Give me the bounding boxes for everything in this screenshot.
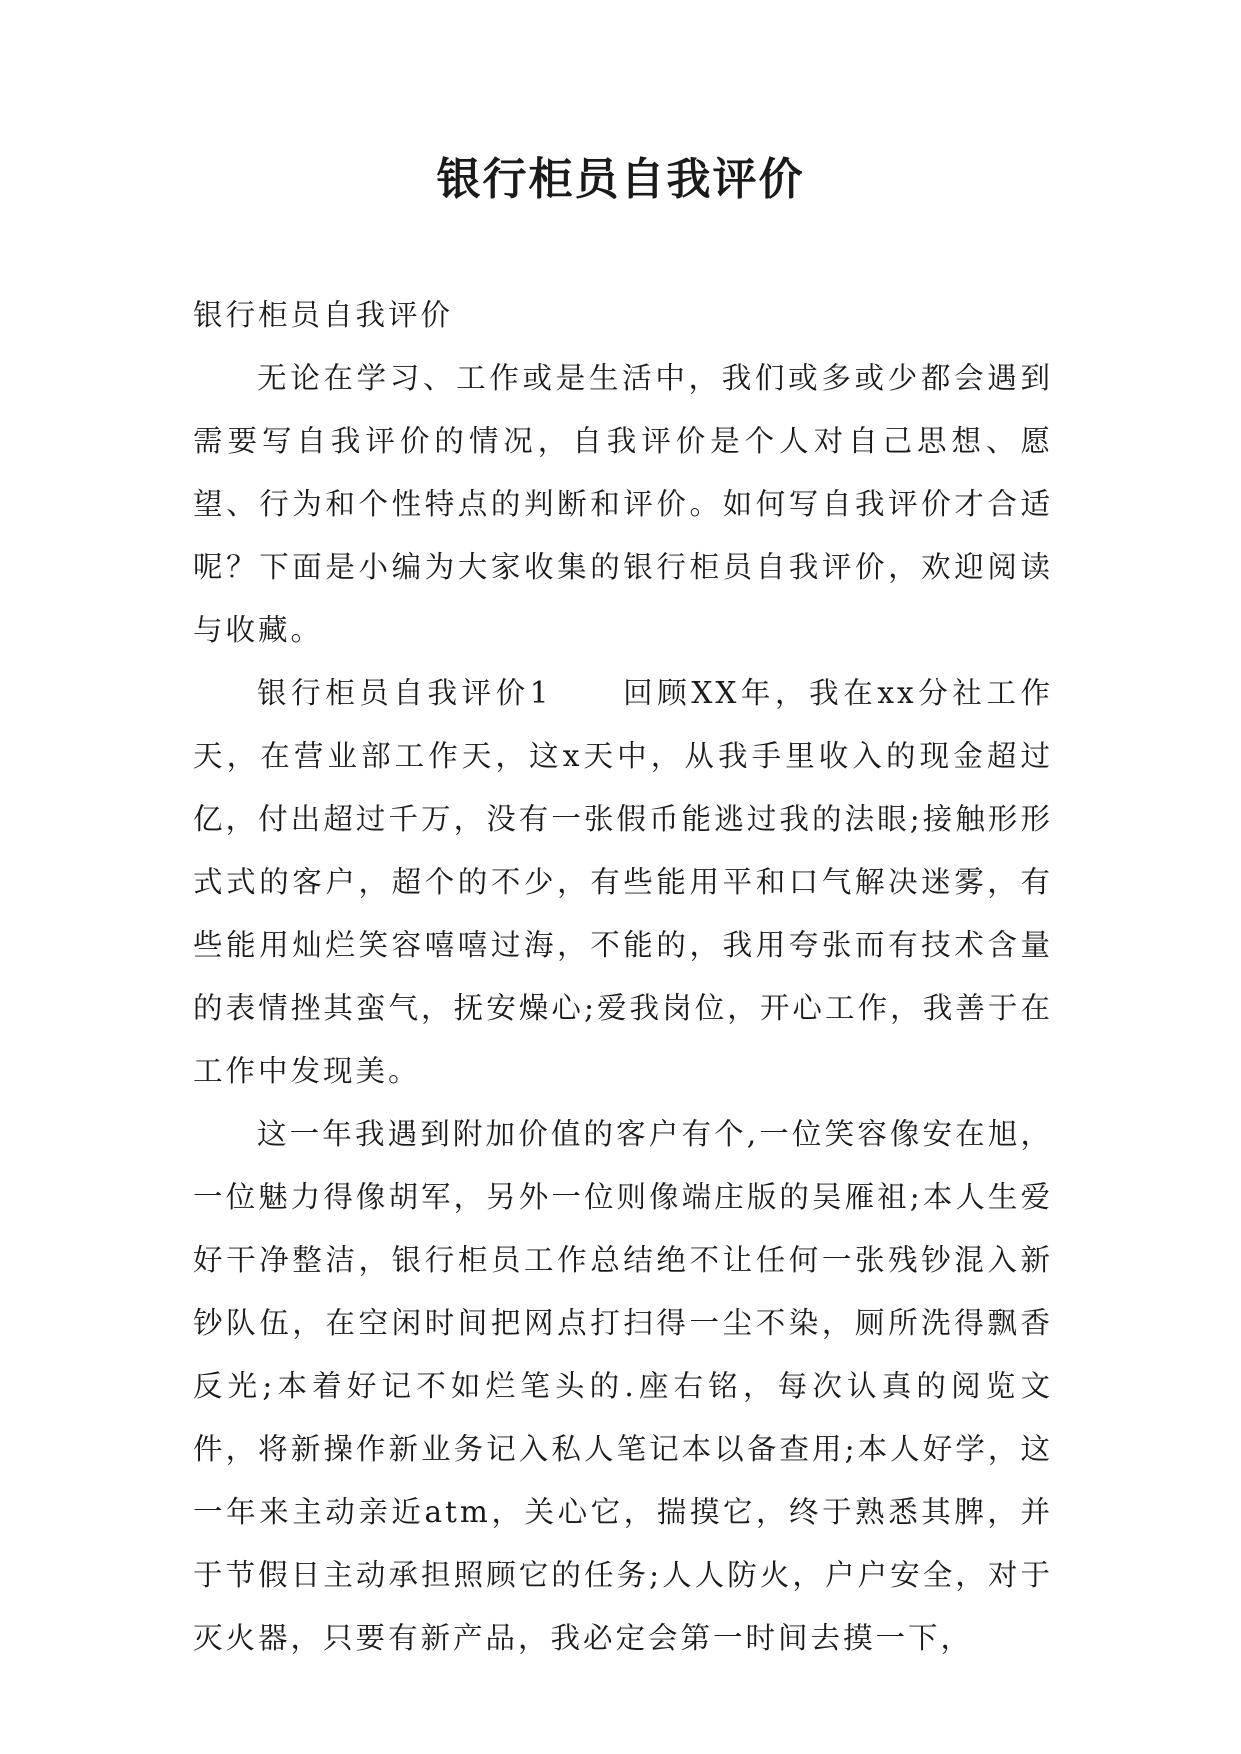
- section-paragraph: [193, 662, 1053, 1103]
- section-paragraph-text: 回顾XX年，我在xx分社工作天，在营业部工作天，这x天中，从我手里收入的现金超过亿，付出超过千万，没有一张假币能逃过我的法眼;接触形形式式的客户，超个的不少，有些能用平和口气解决迷雾，有些能用灿烂笑容嘻嘻过海，不能的，我用夸张而有技术含量的表情挫其蛮气，抚安燥心;爱我岗位，开心工作，我善于在工作中发现美。: [193, 676, 1053, 1088]
- document-title: 银行柜员自我评价: [436, 154, 805, 205]
- body-paragraph: 这一年我遇到附加价值的客户有个,一位笑容像安在旭，一位魅力得像胡军，另外一位则像端庄版的吴雁祖;本人生爱好干净整洁，银行柜员工作总结绝不让任何一张残钞混入新钞队伍，在空闲时间把网点打扫得一尘不染，厕所洗得飘香反光;本着好记不如烂笔头的.座右铭，每次认真的阅览文件，将新操作新业务记入私人笔记本以备查用;本人好学，这一年来主动亲近atm，关心它，揣摸它，终于熟悉其脾，并于节假日主动承担照顾它的任务;人人防火，户户安全，对于灭火器，只要有新产品，我必定会第一时间去摸一下，: [193, 1117, 1053, 1655]
- document-body: [193, 284, 1053, 1670]
- section-heading: 银行柜员自我评价1: [257, 676, 552, 710]
- intro-paragraph: 无论在学习、工作或是生活中，我们或多或少都会遇到需要写自我评价的情况，自我评价是个人对自己思想、愿望、行为和个性特点的判断和评价。如何写自我评价才合适呢？下面是小编为大家收集的银行柜员自我评价，欢迎阅读与收藏。: [193, 361, 1053, 647]
- document-subtitle: 银行柜员自我评价: [193, 298, 454, 332]
